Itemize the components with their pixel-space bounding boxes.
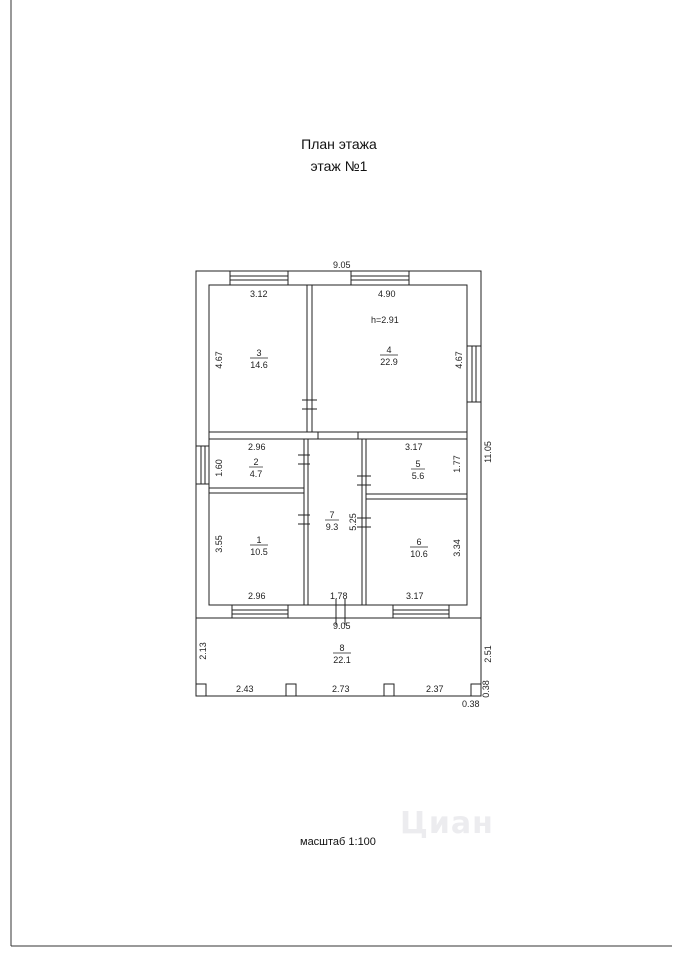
room-label-1 — [250, 535, 268, 557]
dim-room3-width: 3.12 — [250, 289, 268, 299]
dim-overall-top: 9.05 — [333, 260, 351, 270]
room-number: 7 — [329, 510, 335, 520]
floor-label: этаж №1 — [310, 158, 368, 174]
room-area: 10.5 — [250, 547, 268, 557]
dim-room4-width: 4.90 — [378, 289, 396, 299]
room-label-4 — [380, 345, 398, 367]
plan-title: План этажа — [301, 136, 377, 152]
dim-terrace-span3: 2.37 — [426, 684, 444, 694]
window-room3 — [230, 271, 288, 285]
dim-room1-depth: 3.55 — [214, 535, 224, 553]
terrace-post-3 — [384, 684, 394, 696]
window-room4-side — [467, 346, 481, 402]
window-room6 — [393, 605, 449, 618]
dim-corridor-width: 1.78 — [330, 591, 348, 601]
room-area: 22.1 — [333, 655, 351, 665]
watermark-logo: Циан — [400, 806, 494, 841]
terrace-post-2 — [286, 684, 296, 696]
dim-room2-depth: 1.60 — [214, 459, 224, 477]
room-label-7 — [325, 510, 339, 532]
terrace-post-4 — [471, 684, 481, 696]
room-label-6 — [410, 537, 428, 559]
dim-room6-depth: 3.34 — [452, 539, 462, 557]
dim-terrace-left: 2.13 — [198, 642, 208, 660]
room-area: 14.6 — [250, 360, 268, 370]
dim-post-width: 0.38 — [462, 699, 480, 709]
dim-post-height: 0.38 — [481, 680, 491, 698]
dim-overall-right: 11.05 — [483, 441, 493, 463]
dim-terrace-span1: 2.43 — [236, 684, 254, 694]
room-area: 22.9 — [380, 357, 398, 367]
terrace-post-1 — [196, 684, 206, 696]
dim-terrace-span2: 2.73 — [332, 684, 350, 694]
dim-room1-width: 2.96 — [248, 591, 266, 601]
room-number: 6 — [416, 537, 422, 547]
room-label-2 — [249, 457, 263, 479]
wall-upper-lower — [209, 432, 467, 439]
dim-terrace-right: 2.51 — [483, 645, 493, 663]
room-label-3 — [250, 348, 268, 370]
dim-room4-depth: 4.67 — [454, 351, 464, 369]
dim-corridor-length: 5.25 — [348, 513, 358, 531]
outer-wall — [196, 271, 481, 618]
room-number: 8 — [339, 643, 345, 653]
dim-room5-depth: 1.77 — [452, 455, 462, 473]
corridor-wall-right — [362, 439, 366, 605]
room-number: 2 — [253, 457, 259, 467]
room-number: 4 — [386, 345, 392, 355]
wall-2-1 — [209, 488, 304, 493]
scale-label: масштаб 1:100 — [300, 836, 376, 848]
room-label-8 — [333, 643, 351, 665]
room-number: 5 — [415, 459, 421, 469]
dim-room6-width: 3.17 — [406, 591, 424, 601]
dim-room3-depth: 4.67 — [214, 351, 224, 369]
window-room4 — [351, 271, 409, 285]
room-number: 1 — [256, 535, 262, 545]
window-room1 — [232, 605, 288, 618]
wall-3-4 — [307, 285, 312, 432]
ceiling-height-note: h=2.91 — [371, 315, 399, 325]
window-room2 — [196, 446, 209, 484]
room-area: 4.7 — [249, 469, 263, 479]
room-label-5 — [411, 459, 425, 481]
dim-room5-width: 3.17 — [405, 442, 423, 452]
dim-overall-bottom: 9.05 — [333, 621, 351, 631]
room-area: 10.6 — [410, 549, 428, 559]
room-area: 5.6 — [411, 471, 425, 481]
room-area: 9.3 — [325, 522, 339, 532]
room-number: 3 — [256, 348, 262, 358]
wall-5-6 — [366, 494, 467, 499]
dim-room2-width: 2.96 — [248, 442, 266, 452]
